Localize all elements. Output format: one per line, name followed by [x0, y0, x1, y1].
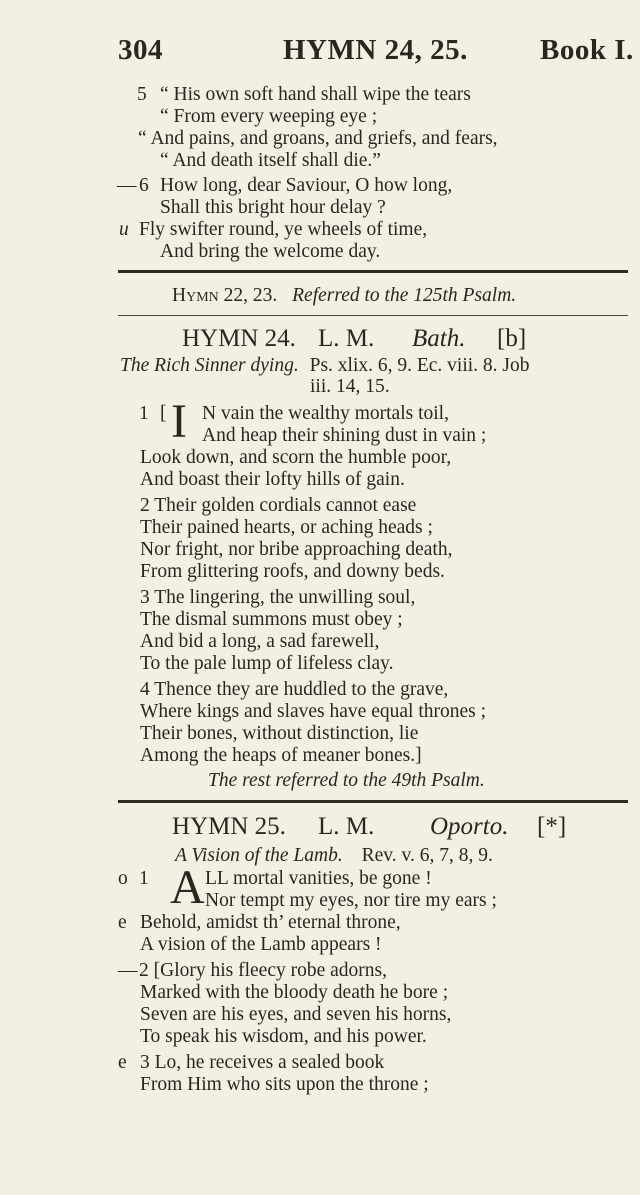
hymn-mark: [b] [497, 325, 527, 352]
verse-line: From Him who sits upon the throne ; [140, 1074, 429, 1095]
verse-line: “ From every weeping eye ; [160, 106, 378, 127]
subtitle-title: The Rich Sinner dying. [120, 355, 299, 376]
verse-line: “ His own soft hand shall wipe the tears [160, 84, 471, 105]
verse-line: A vision of the Lamb appears ! [140, 934, 382, 955]
verse-number: 5 [137, 84, 147, 105]
verse-line: How long, dear Saviour, O how long, [160, 175, 453, 196]
hymn-title: HYMN 25. [172, 813, 286, 840]
bracket: [ [160, 403, 167, 424]
verse-line: And boast their lofty hills of gain. [140, 469, 405, 490]
verse-line: Fly swifter round, ye wheels of time, [139, 219, 428, 240]
scripture-refs-cont: iii. 14, 15. [310, 376, 390, 397]
drop-cap: I [171, 395, 187, 448]
verse-number: 1 [139, 868, 149, 889]
hymn-meter: L. M. [318, 325, 375, 352]
page-number: 304 [118, 34, 163, 66]
verse-line: 3 The lingering, the unwilling soul, [140, 587, 416, 608]
verse-line: Seven are his eyes, and seven his horns, [140, 1004, 452, 1025]
subtitle-title: A Vision of the Lamb. [175, 845, 343, 866]
verse-line: From glittering roofs, and downy beds. [140, 561, 445, 582]
section-rule [118, 315, 628, 316]
verse-line: 3 Lo, he receives a sealed book [140, 1052, 385, 1073]
cross-ref-text: Referred to the 125th Psalm. [292, 285, 517, 306]
verse-line: Nor tempt my eyes, nor tire my ears ; [205, 890, 497, 911]
verse-line: Shall this bright hour delay ? [160, 197, 386, 218]
verse-line: And heap their shining dust in vain ; [202, 425, 487, 446]
verse-line: To speak his wisdom, and his power. [140, 1026, 427, 1047]
verse-line: Their bones, without distinction, lie [140, 723, 419, 744]
dynamic-mark: u [119, 219, 129, 240]
dynamic-mark: — [118, 960, 138, 981]
verse-line: LL mortal vanities, be gone ! [205, 868, 432, 889]
hymn-tune: Oporto. [430, 813, 509, 840]
verse-line: Look down, and scorn the humble poor, [140, 447, 452, 468]
verse-number: 1 [139, 403, 149, 424]
verse-line: “ And death itself shall die.” [160, 150, 381, 171]
hymn-tune: Bath. [412, 325, 466, 352]
dynamic-mark: e [118, 1052, 127, 1073]
verse-line: Where kings and slaves have equal thrones ; [140, 701, 487, 722]
scripture-refs: Ps. xlix. 6, 9. Ec. viii. 8. Job [309, 355, 530, 376]
drop-cap: A [170, 861, 205, 914]
verse-line: Among the heaps of meaner bones.] [140, 745, 422, 766]
verse-line: 2 [Glory his fleecy robe adorns, [139, 960, 388, 981]
verse-line: To the pale lump of lifeless clay. [140, 653, 394, 674]
verse-line: Nor fright, nor bribe approaching death, [140, 539, 453, 560]
running-title: HYMN 24, 25. [283, 34, 468, 66]
verse-line: And bring the welcome day. [160, 241, 381, 262]
hymn-subtitle [175, 845, 493, 867]
hymn-meter: L. M. [318, 813, 375, 840]
verse-line: “ And pains, and groans, and griefs, and fears, [138, 128, 498, 149]
dynamic-mark: e [118, 912, 127, 933]
dynamic-mark: o [118, 868, 128, 889]
verse-line: Behold, amidst th’ eternal throne, [140, 912, 401, 933]
book-label: Book I. [540, 34, 634, 66]
verse-line: 2 Their golden cordials cannot ease [140, 495, 417, 516]
hymn-subtitle [120, 355, 530, 377]
verse-line: Marked with the bloody death he bore ; [140, 982, 449, 1003]
section-rule [118, 800, 628, 803]
verse-line: The dismal summons must obey ; [140, 609, 403, 630]
dynamic-mark: — [117, 175, 137, 196]
verse-line: And bid a long, a sad farewell, [140, 631, 380, 652]
hymn-footer-reference: The rest referred to the 49th Psalm. [208, 770, 485, 791]
cross-reference [172, 285, 516, 307]
section-rule [118, 270, 628, 273]
cross-ref-label: Hymn 22, 23. [172, 285, 278, 306]
hymn-title: HYMN 24. [182, 325, 296, 352]
hymn-mark: [*] [537, 813, 567, 840]
verse-line: Their pained hearts, or aching heads ; [140, 517, 433, 538]
scripture-refs: Rev. v. 6, 7, 8, 9. [361, 845, 493, 866]
verse-number: 6 [139, 175, 149, 196]
verse-line: 4 Thence they are huddled to the grave, [140, 679, 449, 700]
verse-line: N vain the wealthy mortals toil, [202, 403, 449, 424]
